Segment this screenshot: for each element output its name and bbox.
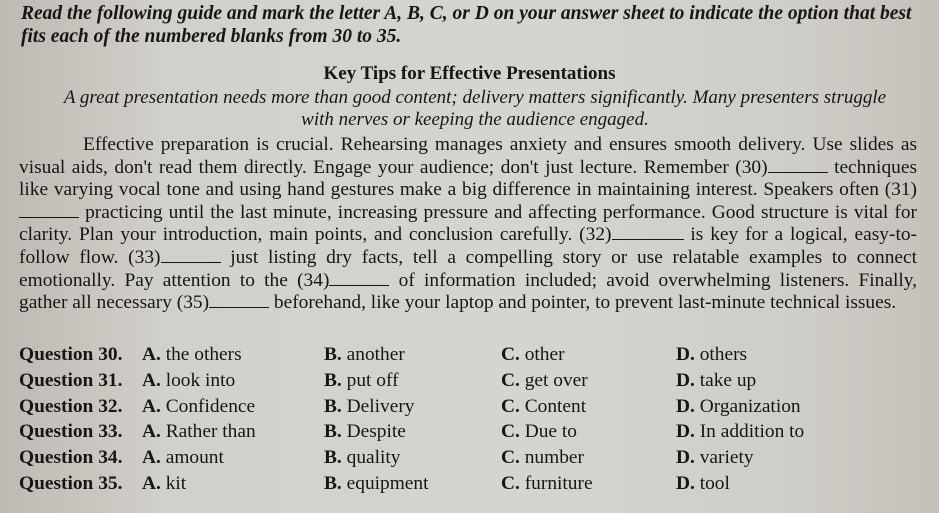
option-b[interactable]: B. Despite bbox=[324, 421, 406, 443]
question-34 bbox=[19, 445, 919, 471]
option-a[interactable]: A. kit bbox=[142, 472, 187, 494]
option-c[interactable]: C. Content bbox=[501, 395, 587, 417]
question-list bbox=[19, 342, 919, 497]
question-label: Question 34. bbox=[19, 447, 123, 469]
option-b[interactable]: B. put off bbox=[324, 369, 399, 391]
passage-text: beforehand, like your laptop and pointer, to prevent last-minute technical issues. bbox=[269, 292, 897, 314]
option-b[interactable]: B. equipment bbox=[324, 472, 429, 494]
option-a[interactable]: A. the others bbox=[142, 344, 242, 365]
option-d[interactable]: D. variety bbox=[676, 447, 754, 469]
passage-text: of information included; avoid overwhelming listeners. Finally, gather all necessary (35) bbox=[19, 269, 917, 314]
question-31 bbox=[19, 368, 919, 394]
passage-text: practicing until the last minute, increasing pressure and affecting performance. Good structure is vital for clarity. Plan your introduction, main points, and conclusion carefully. (32) bbox=[19, 201, 917, 246]
question-label: Question 33. bbox=[19, 421, 123, 443]
passage-subtitle: A great presentation needs more than good content; delivery matters significantly. Many presenters struggle with nerves or keeping the audience engaged. bbox=[63, 87, 887, 130]
option-b[interactable]: B. quality bbox=[324, 447, 401, 469]
blank-30 bbox=[768, 158, 828, 173]
question-label: Question 30. bbox=[19, 344, 123, 365]
blank-34 bbox=[329, 271, 389, 286]
question-35 bbox=[19, 471, 919, 497]
question-30 bbox=[19, 342, 919, 368]
passage-text: is key for a logical, easy-to-follow flow. (33) bbox=[19, 224, 917, 268]
option-d[interactable]: D. others bbox=[676, 344, 748, 365]
question-label: Question 31. bbox=[19, 369, 123, 391]
option-a[interactable]: A. Rather than bbox=[142, 421, 256, 443]
question-32 bbox=[19, 394, 919, 420]
option-d[interactable]: D. tool bbox=[676, 472, 730, 494]
option-d[interactable]: D. Organization bbox=[676, 395, 801, 417]
passage-body bbox=[19, 134, 917, 315]
option-b[interactable]: B. another bbox=[324, 344, 405, 365]
option-c[interactable]: C. furniture bbox=[501, 472, 593, 494]
option-c[interactable]: C. Due to bbox=[501, 421, 577, 443]
option-c[interactable]: C. number bbox=[501, 447, 584, 469]
question-label: Question 35. bbox=[19, 472, 123, 494]
passage-text: techniques like varying vocal tone and using hand gestures make a big difference in maintaining interest. Speakers often (31) bbox=[19, 156, 917, 201]
passage-text: Effective preparation is crucial. Rehearsing manages anxiety and ensures smooth delivery. Use slides as visual aids, don't read them directly. Engage your audience; don't just lecture. Remember (30) bbox=[19, 134, 917, 178]
option-a[interactable]: A. Confidence bbox=[142, 395, 256, 417]
blank-32 bbox=[612, 225, 684, 240]
question-label: Question 32. bbox=[19, 395, 123, 417]
passage-title: Key Tips for Effective Presentations bbox=[323, 63, 616, 84]
passage-text: just listing dry facts, tell a compelling story or use relatable examples to connect emotionally. Pay attention to the (34) bbox=[19, 246, 918, 291]
option-c[interactable]: C. other bbox=[501, 344, 565, 365]
option-c[interactable]: C. get over bbox=[501, 369, 588, 391]
option-a[interactable]: A. amount bbox=[142, 447, 224, 469]
blank-31 bbox=[19, 203, 79, 218]
question-33 bbox=[19, 419, 919, 445]
option-d[interactable]: D. take up bbox=[676, 369, 757, 391]
option-d[interactable]: D. In addition to bbox=[676, 421, 805, 443]
instructions: Read the following guide and mark the letter A, B, C, or D on your answer sheet to indicate the option that best fits each of the numbered blanks from 30 to 35. bbox=[21, 3, 912, 47]
blank-35 bbox=[209, 293, 269, 308]
option-a[interactable]: A. look into bbox=[142, 369, 236, 391]
passage-paragraph bbox=[19, 134, 917, 315]
blank-33 bbox=[161, 248, 221, 263]
option-b[interactable]: B. Delivery bbox=[324, 395, 415, 417]
